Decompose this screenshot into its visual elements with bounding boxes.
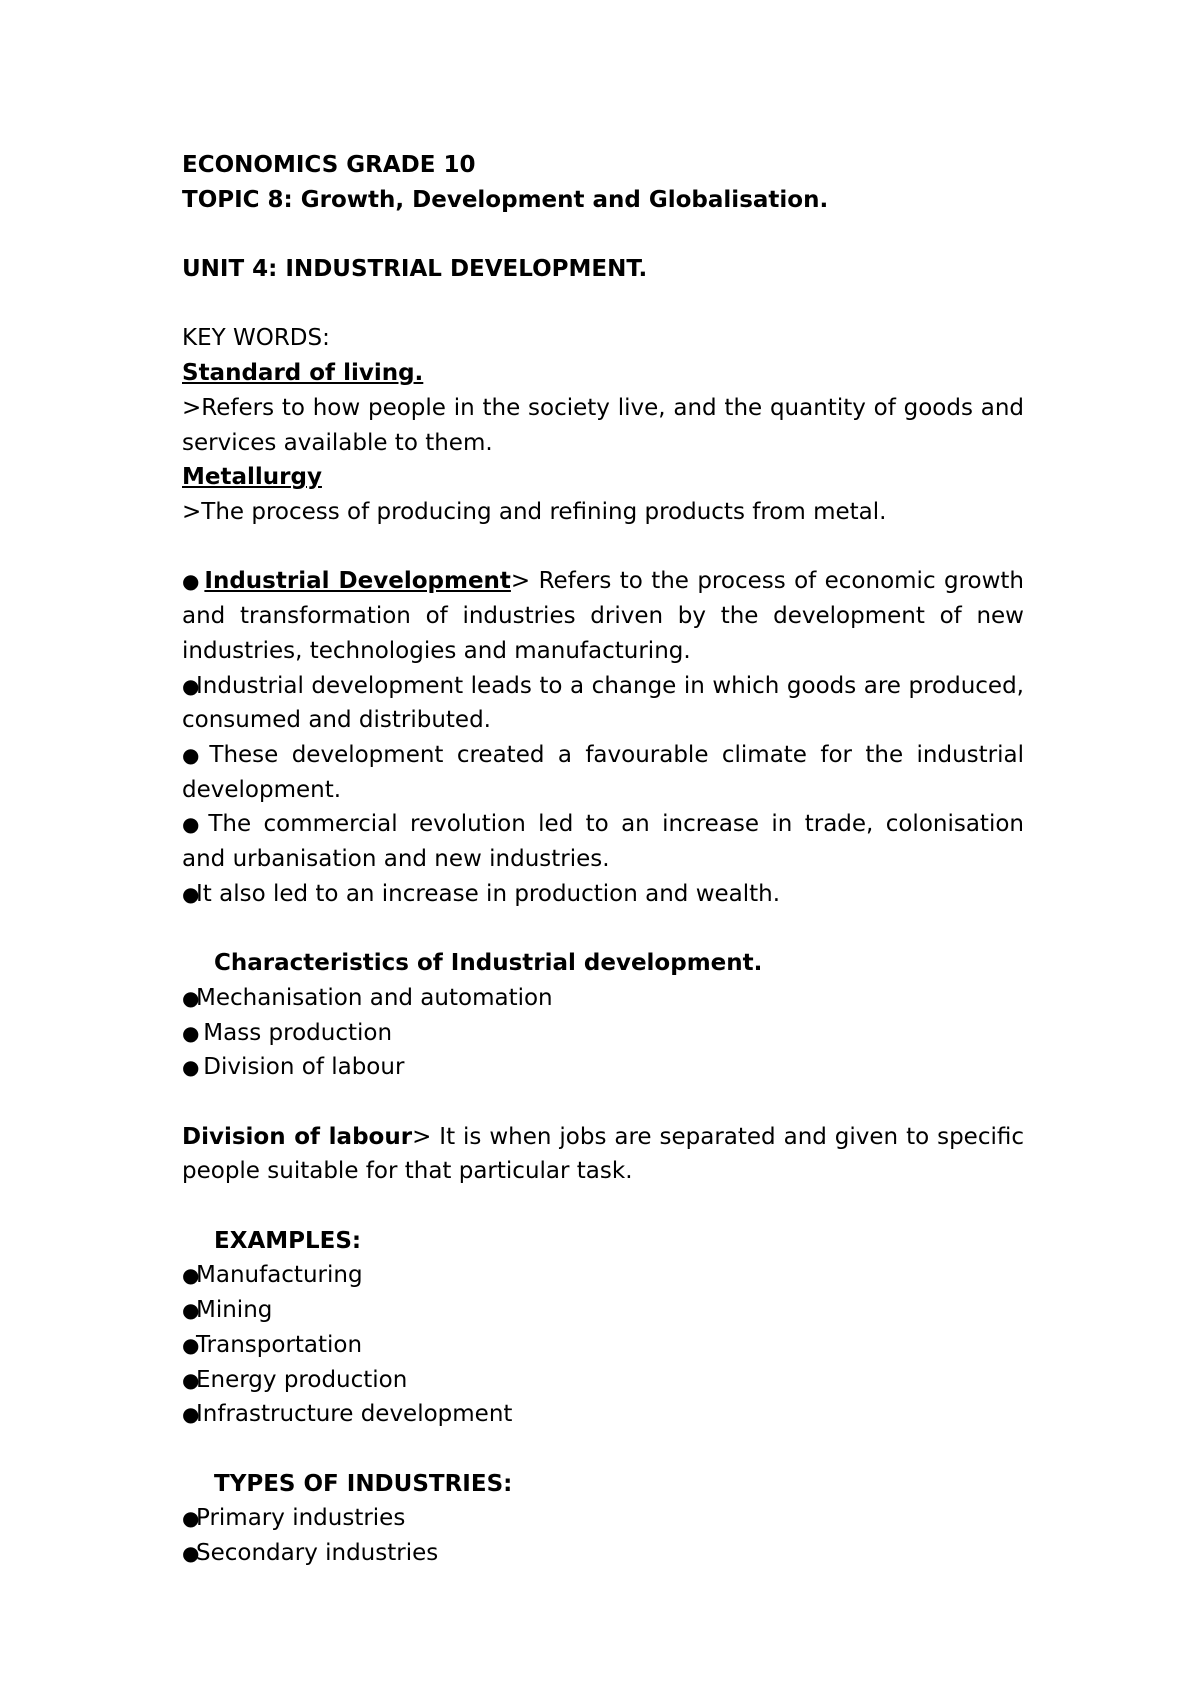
- industrial-development-text: > Refers to the process of economic growth and transformation of industries driven by the development of new industries, technologies and manufacturing.: [182, 568, 1025, 664]
- bullet-icon: ●: [182, 1506, 200, 1531]
- definition-standard-of-living: >Refers to how people in the society live, and the quantity of goods and services available to them.: [182, 394, 1024, 456]
- examples-heading: EXAMPLES:: [214, 1227, 362, 1254]
- list-item: ●Primary industries: [182, 1501, 1024, 1536]
- list-item: ●Mining: [182, 1293, 1024, 1328]
- key-words-heading: KEY WORDS:: [182, 325, 330, 352]
- bullet-icon: ●: [182, 1541, 200, 1566]
- characteristics-heading: Characteristics of Industrial development.: [214, 950, 763, 977]
- list-item: ●It also led to an increase in production and wealth.: [182, 877, 1024, 912]
- bullet-icon: ●: [182, 812, 200, 837]
- list-item: ● These development created a favourable climate for the industrial development.: [182, 738, 1024, 807]
- list-item: ●Transportation: [182, 1328, 1024, 1363]
- list-item: ● The commercial revolution led to an increase in trade, colonisation and urbanisation and new industries.: [182, 807, 1024, 876]
- term-standard-of-living: Standard of living.: [182, 360, 424, 387]
- types-heading: TYPES OF INDUSTRIES:: [214, 1470, 513, 1497]
- industrial-development-definition: [182, 564, 1024, 668]
- bullet-icon: ●: [182, 673, 200, 698]
- bullet-icon: ●: [182, 1402, 200, 1427]
- bullet-icon: ●: [182, 742, 200, 767]
- list-item: ●Mechanisation and automation: [182, 981, 1024, 1016]
- term-division-of-labour: Division of labour: [182, 1123, 413, 1150]
- list-item: ●Industrial development leads to a change in which goods are produced, consumed and distributed.: [182, 669, 1024, 738]
- division-of-labour-definition: [182, 1120, 1024, 1189]
- bullet-icon: ●: [182, 1055, 200, 1080]
- course-title: ECONOMICS GRADE 10: [182, 152, 476, 178]
- list-item: ●Secondary industries: [182, 1536, 1024, 1571]
- division-of-labour-text: > It is when jobs are separated and given to specific people suitable for that particular task.: [182, 1123, 1025, 1185]
- unit-title: UNIT 4: INDUSTRIAL DEVELOPMENT.: [182, 256, 648, 283]
- bullet-icon: ●: [182, 1020, 200, 1045]
- list-item: ● Mass production: [182, 1016, 1024, 1051]
- definition-metallurgy: >The process of producing and refining products from metal.: [182, 499, 887, 525]
- bullet-icon: ●: [182, 1263, 200, 1288]
- bullet-icon: ●: [182, 1367, 200, 1392]
- list-item: ●Infrastructure development: [182, 1397, 1024, 1432]
- list-item: ● Division of labour: [182, 1050, 1024, 1085]
- bullet-icon: ●: [182, 985, 200, 1010]
- document-page: [182, 148, 1024, 1571]
- bullet-icon: ●: [182, 881, 200, 906]
- bullet-icon: ●: [182, 1332, 200, 1357]
- list-item: ●Energy production: [182, 1363, 1024, 1398]
- topic-title: TOPIC 8: Growth, Development and Globalisation.: [182, 186, 829, 213]
- bullet-icon: ●: [182, 569, 200, 594]
- list-item: ●Manufacturing: [182, 1258, 1024, 1293]
- term-industrial-development: Industrial Development: [204, 568, 511, 595]
- bullet-icon: ●: [182, 1298, 200, 1323]
- term-metallurgy: Metallurgy: [182, 464, 322, 491]
